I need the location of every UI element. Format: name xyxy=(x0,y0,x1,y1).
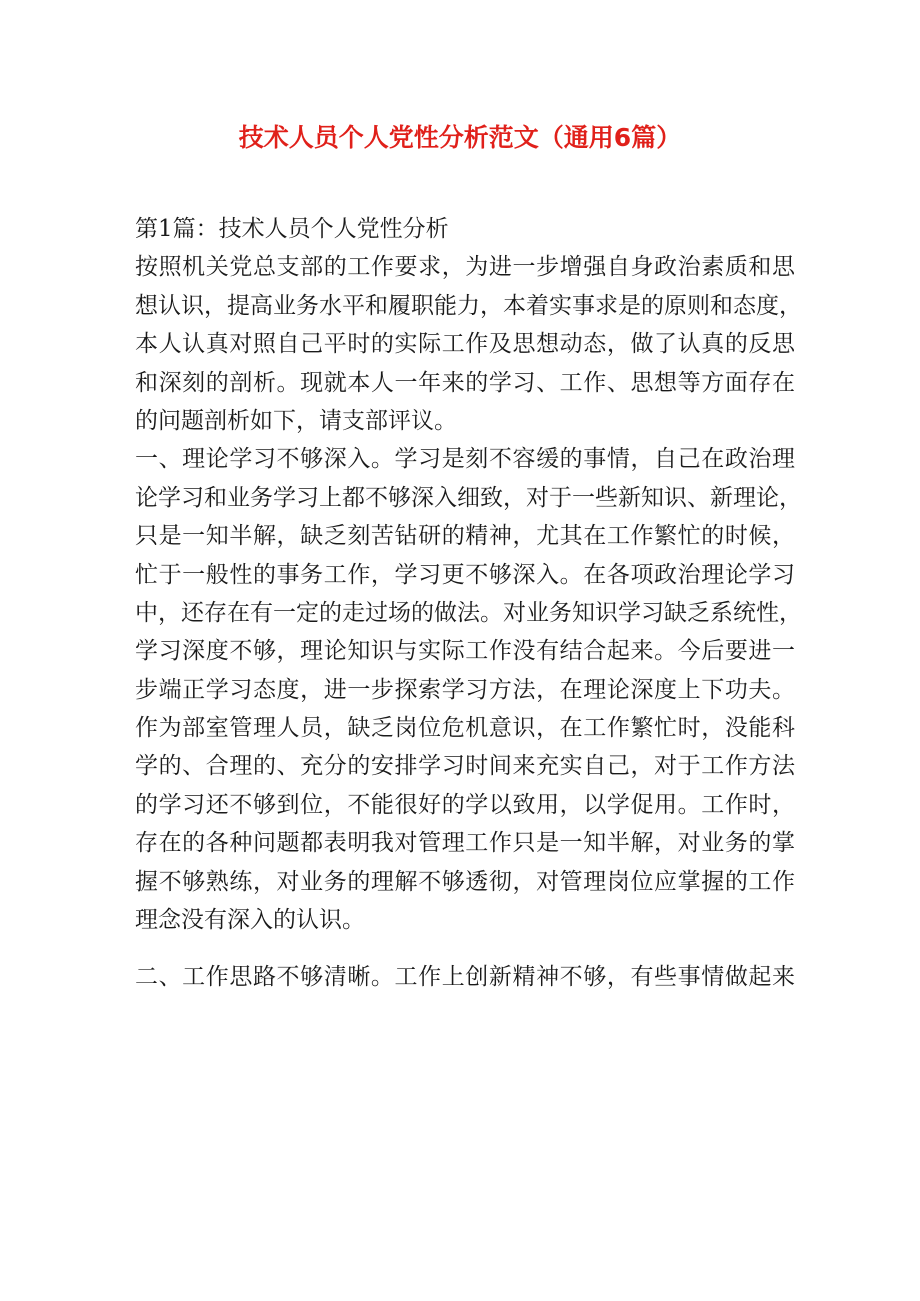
paragraph-line: 只是一知半解，缺乏刻苦钻研的精神，尤其在工作繁忙的时候， xyxy=(135,523,795,550)
document-title: 技术人员个人党性分析范文（通用6篇） xyxy=(238,123,682,152)
paragraph-line: 想认识，提高业务水平和履职能力，本着实事求是的原则和态度， xyxy=(135,292,802,319)
paragraph-line: 作为部室管理人员，缺乏岗位危机意识，在工作繁忙时，没能科 xyxy=(135,715,795,742)
paragraph-intro xyxy=(135,248,802,440)
paragraph-line: 握不够熟练，对业务的理解不够透彻，对管理岗位应掌握的工作 xyxy=(135,868,795,895)
paragraph-line: 论学习和业务学习上都不够深入细致，对于一些新知识、新理论， xyxy=(135,484,802,511)
section-heading: 第1篇：技术人员个人党性分析 xyxy=(135,216,449,242)
paragraph-line: 的学习还不够到位，不能很好的学以致用，以学促用。工作时， xyxy=(135,791,795,818)
document-body xyxy=(135,210,802,997)
paragraph-line: 的问题剖析如下，请支部评议。 xyxy=(135,407,457,434)
paragraph-line: 存在的各种问题都表明我对管理工作只是一知半解，对业务的掌 xyxy=(135,830,795,857)
paragraph-line: 二、工作思路不够清晰。工作上创新精神不够，有些事情做起来 xyxy=(135,964,795,991)
paragraph-line: 步端正学习态度，进一步探索学习方法，在理论深度上下功夫。 xyxy=(135,676,795,703)
paragraph-work-approach xyxy=(135,958,795,996)
paragraph-line: 和深刻的剖析。现就本人一年来的学习、工作、思想等方面存在 xyxy=(135,369,795,396)
paragraph-line: 一、理论学习不够深入。学习是刻不容缓的事情，自己在政治理 xyxy=(135,446,795,473)
paragraph-line: 理念没有深入的认识。 xyxy=(135,907,365,934)
paragraph-line: 忙于一般性的事务工作，学习更不够深入。在各项政治理论学习 xyxy=(135,561,795,588)
paragraph-line: 本人认真对照自己平时的实际工作及思想动态，做了认真的反思 xyxy=(135,331,795,358)
paragraph-line: 按照机关党总支部的工作要求，为进一步增强自身政治素质和思 xyxy=(135,254,795,281)
paragraph-line: 学的、合理的、充分的安排学习时间来充实自己，对于工作方法 xyxy=(135,753,795,780)
paragraph-line: 中，还存在有一定的走过场的做法。对业务知识学习缺乏系统性， xyxy=(135,599,802,626)
paragraph-line: 学习深度不够，理论知识与实际工作没有结合起来。今后要进一 xyxy=(135,638,795,665)
paragraph-theory-study xyxy=(135,440,802,939)
paragraph-gap xyxy=(135,939,795,958)
